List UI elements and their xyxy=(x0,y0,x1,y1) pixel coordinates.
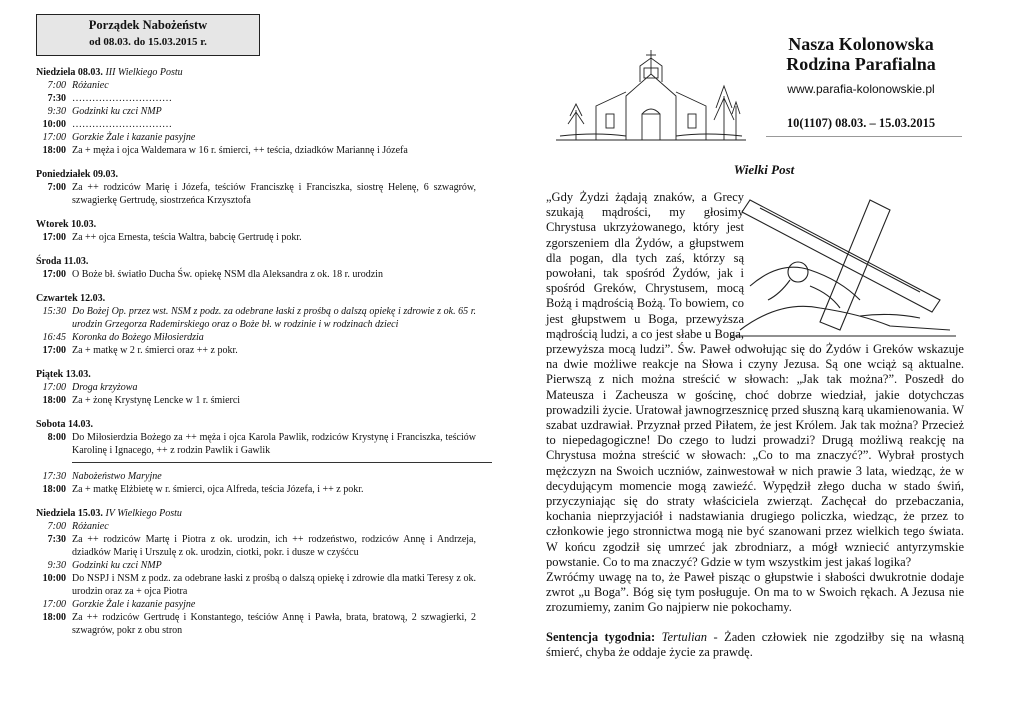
mass-entry xyxy=(36,520,476,533)
mass-entry xyxy=(36,431,476,457)
mass-entry xyxy=(36,381,476,394)
mass-intention: Do Bożej Op. przez wst. NSM z podz. za odebrane łaski z prośbą o dalszą opiekę i zdrowie z ok. 65 r. urodzin Grzegorza Rademirskiego oraz o Boże bł. w rodzinie i w rodzinach dzieci xyxy=(72,306,476,330)
mass-time: 15:30 xyxy=(42,306,66,317)
schedule-header-box xyxy=(36,14,260,56)
mass-intention: Różaniec xyxy=(72,80,109,91)
schedule-title: Porządek Nabożeństw xyxy=(88,18,208,32)
mass-entry xyxy=(36,268,476,281)
schedule-dates: od 08.03. do 15.03.2015 r. xyxy=(89,36,207,48)
mass-entry xyxy=(36,181,476,207)
day-liturgy: IV Wielkiego Postu xyxy=(105,508,182,519)
mass-intention: Za + żonę Krystynę Lencke w 1 r. śmierci xyxy=(72,395,241,406)
day-heading xyxy=(36,168,476,181)
mass-time: 7:30 xyxy=(47,534,66,545)
schedule-day xyxy=(36,66,476,157)
mass-intention: Za ++ rodziców Gertrudę i Konstantego, teściów Annę i Pawła, brata, bratową, 2 szwagierki, 2 szwagrów, pokr z obu stron xyxy=(72,612,476,636)
day-heading xyxy=(36,507,476,520)
mass-entry xyxy=(36,611,476,637)
mass-time: 17:30 xyxy=(42,471,66,482)
mass-intention: Do NSPJ i NSM z podz. za odebrane łaski z prośbą o dalszą opiekę i zdrowie dla matki Teresy z ok. urodzin oraz za + ojca Piotra xyxy=(72,573,476,597)
schedule-day xyxy=(36,368,476,407)
mass-time: 18:00 xyxy=(42,395,66,406)
mass-time: 16:45 xyxy=(42,332,66,343)
mass-time: 17:00 xyxy=(42,382,66,393)
mass-entry xyxy=(36,598,476,611)
mass-entry xyxy=(36,105,476,118)
church-illustration xyxy=(556,36,746,148)
schedule-day xyxy=(36,292,476,357)
mass-time: 10:00 xyxy=(42,573,66,584)
mass-time: 9:30 xyxy=(47,560,66,571)
mass-entry xyxy=(36,305,476,331)
mass-intention: Godzinki ku czci NMP xyxy=(72,560,162,571)
parish-url: www.parafia-kolonowskie.pl xyxy=(787,82,935,96)
day-heading xyxy=(36,418,476,431)
mass-entry xyxy=(36,231,476,244)
mass-entry xyxy=(36,483,476,496)
day-date: Sobota 14.03. xyxy=(36,419,93,430)
separator-line xyxy=(72,462,492,463)
mass-entry xyxy=(36,559,476,572)
newsletter-title-line1: Nasza Kolonowska xyxy=(788,34,934,54)
mass-intention: ………………………… xyxy=(72,119,172,130)
mass-entry xyxy=(36,118,476,131)
day-liturgy: III Wielkiego Postu xyxy=(105,67,183,78)
schedule-column xyxy=(36,14,476,648)
schedule-day xyxy=(36,255,476,281)
day-date: Niedziela 08.03. xyxy=(36,67,103,78)
mass-time: 18:00 xyxy=(42,612,66,623)
day-heading xyxy=(36,368,476,381)
schedule-day xyxy=(36,218,476,244)
issue-number: 10(1107) 08.03. – 15.03.2015 xyxy=(786,116,936,130)
mass-entry xyxy=(36,572,476,598)
mass-entry xyxy=(36,131,476,144)
day-date: Poniedziałek 09.03. xyxy=(36,169,118,180)
sentence-label: Sentencja tygodnia: xyxy=(546,629,656,644)
mass-intention: Nabożeństwo Maryjne xyxy=(72,471,162,482)
sentence-of-week xyxy=(546,630,964,660)
day-date: Piątek 13.03. xyxy=(36,369,91,380)
day-date: Wtorek 10.03. xyxy=(36,219,97,230)
mass-intention: Różaniec xyxy=(72,521,109,532)
mass-intention: Koronka do Bożego Miłosierdzia xyxy=(72,332,204,343)
mass-time: 7:00 xyxy=(47,80,66,91)
mass-intention: Za + matkę Elżbietę w r. śmierci, ojca Alfreda, teścia Józefa, i ++ z pokr. xyxy=(72,484,364,495)
mass-intention: Za + matkę w 2 r. śmierci oraz ++ z pokr. xyxy=(72,345,238,356)
day-heading xyxy=(36,255,476,268)
mass-time: 17:00 xyxy=(42,269,66,280)
sentence-text: - Żaden człowiek nie zgodziłby się na własną śmierć, chyba że oddaje życie za prawdę. xyxy=(546,629,965,659)
newsletter-title xyxy=(766,34,956,74)
schedule-day xyxy=(36,168,476,207)
schedule-day xyxy=(36,507,476,637)
mass-intention: Za ++ rodziców Martę i Piotra z ok. urodzin, ich ++ rodzeństwo, rodziców Annę i Andrzeja, dziadków Marię i Urszulę z ok. urodzin, ciotki, pokr. i dusze w czyśćcu xyxy=(72,534,476,558)
day-heading xyxy=(36,292,476,305)
mass-time: 17:00 xyxy=(42,132,66,143)
christ-carrying-cross-illustration xyxy=(720,190,960,338)
day-date: Niedziela 15.03. xyxy=(36,508,103,519)
mass-time: 10:00 xyxy=(42,119,66,130)
day-heading xyxy=(36,66,476,79)
newsletter-title-line2: Rodzina Parafialna xyxy=(786,54,936,74)
mass-time: 18:00 xyxy=(42,484,66,495)
mass-intention: ………………………… xyxy=(72,93,172,104)
sentence-author: Tertulian xyxy=(661,629,708,644)
mass-entry xyxy=(36,344,476,357)
mass-time: 17:00 xyxy=(42,599,66,610)
day-heading xyxy=(36,218,476,231)
mass-entry xyxy=(36,470,476,483)
day-date: Czwartek 12.03. xyxy=(36,293,106,304)
mass-entry xyxy=(36,79,476,92)
article-paragraph-1: „Gdy Żydzi żądają znaków, a Grecy szukają mądrości, my głosimy Chrystusa ukrzyżowanego, który jest zgorszeniem dla Żydów, a głupstwem dla pogan, dla tych zaś, którzy są powołani, tak spośród Żydów, jak i spośród Greków, Chrystusem, mocą Bożą i mądrością Bożą. To bowiem, co jest głupstwem u Boga, przewyższa mądrością ludzi, a co jest słabe u Boga, przewyższa mocą ludzi”. Św. Paweł odwołując się do Żydów i Greków wskazuje na dwie możliwe reakcje na Słowa i czyny Jezusa. Są one wciąż są aktualne. Pierwszą z nich można streścić w słowach: „Jak tak można?”. Poszedł do Mateusza i Zacheusza w gościnę, choć dobrze wiedział, jakie dotychczas prowadzili życie. Uratował jawnogrzesznicę przed słuszną karą ukamienowania. W szabat uzdrawiał. Przyznał przed Piłatem, że jest Królem. Jak tak można? Przecież to niepedagogiczne! Do czego to ludzi prowadzi? Drugą możliwą reakcję na Chrystusa można streścić w słowach: „Co to ma znaczyć?”. Wybrał prostych mężczyzn na Swoich uczniów, zainwestował w nich prawie 3 lata, wiedząc, że w decydującym momencie mogą zawieźć. Wypędził złego ducha w stado świń, przyczyniając się do straty właściciela zwierząt. Zachęcał do przebaczania, kochania nieprzyjaciół i nadstawiania drugiego policzka, wiedząc, że przez to członkowie jego stronnictwa mogą nie być szanowani przez wielkich tego świata. W końcu zgodził się umrzeć jak zbrodniarz, a mógł wzniecić antyrzymskie powstanie. Co to ma znaczyć? Gdzie w tym wszystkim jest jakaś logika? xyxy=(546,190,964,569)
mass-intention: Za ++ ojca Ernesta, teścia Waltra, babcię Gertrudę i pokr. xyxy=(72,232,302,243)
mass-intention: Droga krzyżowa xyxy=(72,382,138,393)
mass-intention: Do Miłosierdzia Bożego za ++ męża i ojca Karola Pawlik, rodziców Krystynę i Franciszka, teściów Karolinę i Ignacego, ++ z rodzin Pawlik i Gawlik xyxy=(72,432,476,456)
mass-time: 7:30 xyxy=(47,93,66,104)
schedule-days xyxy=(36,66,476,637)
mass-entry xyxy=(36,331,476,344)
mass-entry xyxy=(36,394,476,407)
mass-entry xyxy=(36,144,476,157)
mass-intention: Gorzkie Żale i kazanie pasyjne xyxy=(72,599,196,610)
mass-entry xyxy=(36,92,476,105)
schedule-day xyxy=(36,418,476,496)
mass-time: 18:00 xyxy=(42,145,66,156)
mass-entry xyxy=(36,533,476,559)
mass-time: 8:00 xyxy=(47,432,66,443)
mass-intention: Za + męża i ojca Waldemara w 16 r. śmierci, ++ teścia, dziadków Mariannę i Józefa xyxy=(72,145,408,156)
mass-time: 7:00 xyxy=(47,521,66,532)
mass-time: 7:00 xyxy=(47,182,66,193)
article-title: Wielki Post xyxy=(733,162,795,177)
mass-time: 17:00 xyxy=(42,232,66,243)
mass-time: 9:30 xyxy=(47,106,66,117)
masthead-divider xyxy=(766,136,962,137)
day-date: Środa 11.03. xyxy=(36,256,89,267)
article-paragraph-2: Zwróćmy uwagę na to, że Paweł pisząc o głupstwie i słabości dwukrotnie dodaje zwrot „u Boga”. Bóg się tym posługuje. On ma to w Swoich rękach. A Jezusa nie zrozumiemy, zanim Go najpierw nie pokochamy. xyxy=(546,570,964,615)
mass-intention: Godzinki ku czci NMP xyxy=(72,106,162,117)
mass-intention: O Boże bł. światło Ducha Św. opiekę NSM dla Aleksandra z ok. 18 r. urodzin xyxy=(72,269,383,280)
mass-intention: Za ++ rodziców Marię i Józefa, teściów Franciszkę i Franciszka, siostrę Helenę, 6 szwagrów, szwagierkę Gertrudę, siostrzeńca Krzysztofa xyxy=(72,182,476,206)
mass-intention: Gorzkie Żale i kazanie pasyjne xyxy=(72,132,196,143)
mass-time: 17:00 xyxy=(42,345,66,356)
